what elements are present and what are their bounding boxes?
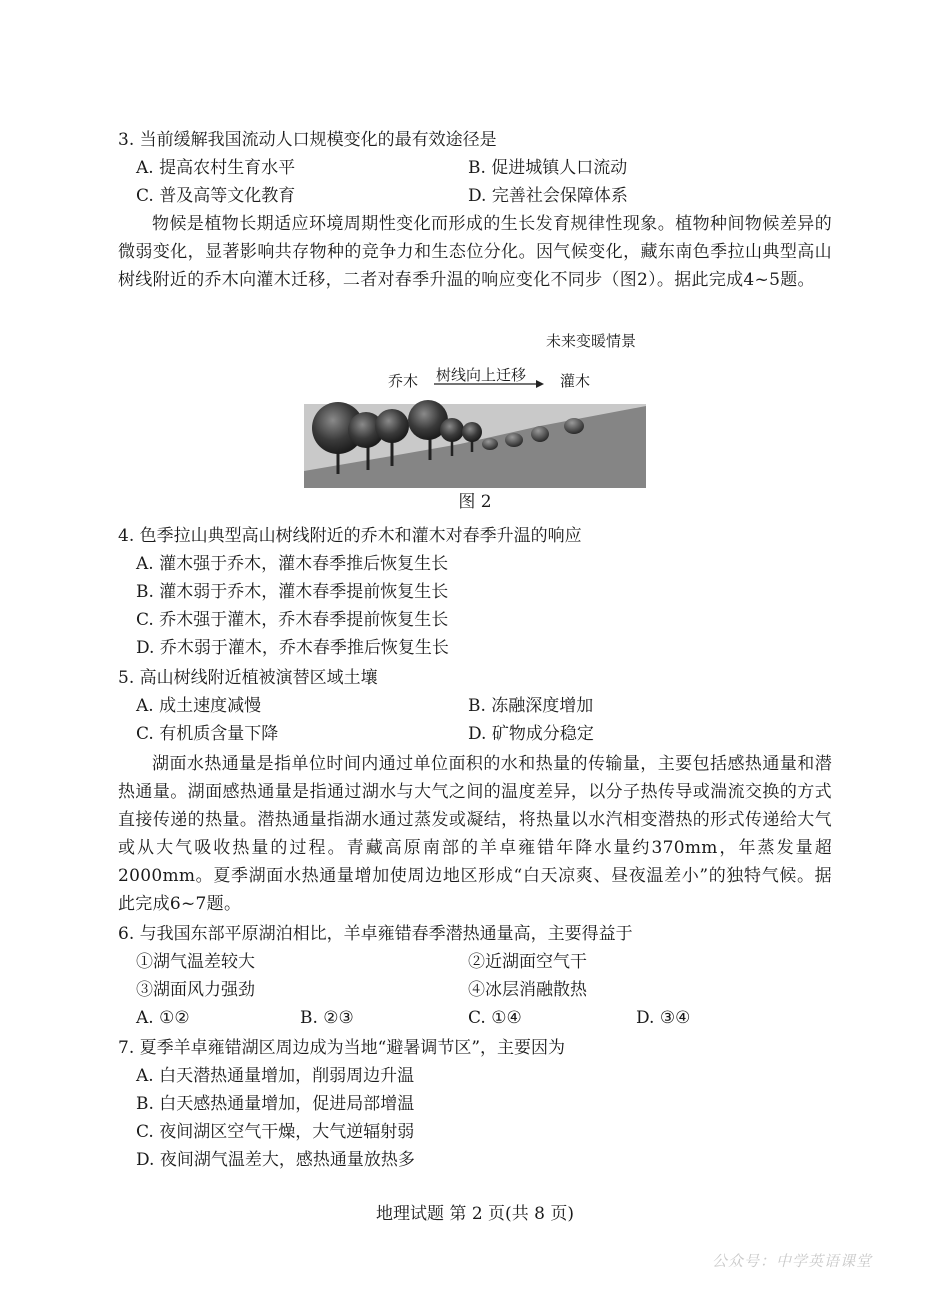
q5-option-a: A. 成土速度减慢	[136, 696, 262, 716]
q3-option-a: A. 提高农村生育水平	[136, 158, 296, 178]
q5-option-d: D. 矿物成分稳定	[468, 724, 594, 744]
q6-option-a: A. ①②	[136, 1008, 190, 1028]
q6-statement-4: ④冰层消融散热	[468, 980, 587, 1000]
q5-option-c: C. 有机质含量下降	[136, 724, 279, 744]
q3-option-d: D. 完善社会保障体系	[468, 186, 628, 206]
q4-stem: 4. 色季拉山典型高山树线附近的乔木和灌木对春季升温的响应	[118, 526, 582, 546]
q4-option-a: A. 灌木强于乔木，灌木春季推后恢复生长	[136, 554, 449, 574]
q6-option-d: D. ③④	[636, 1008, 691, 1028]
q3-option-c: C. 普及高等文化教育	[136, 186, 296, 206]
q3-option-b: B. 促进城镇人口流动	[468, 158, 628, 178]
figure-shrub-label: 灌木	[560, 372, 591, 390]
q6-option-c: C. ①④	[468, 1008, 522, 1028]
arrow-head-icon	[536, 380, 544, 388]
q5-option-b: B. 冻融深度增加	[468, 696, 594, 716]
treeline-illustration	[300, 326, 650, 491]
q7-option-c: C. 夜间湖区空气干燥，大气逆辐射弱	[136, 1122, 415, 1142]
q6-statement-2: ②近湖面空气干	[468, 952, 587, 972]
q3-stem: 3. 当前缓解我国流动人口规模变化的最有效途径是	[118, 130, 497, 150]
watermark: 公众号：中学英语课堂	[711, 1252, 872, 1270]
q4-option-b: B. 灌木弱于乔木，灌木春季提前恢复生长	[136, 582, 449, 602]
q6-statement-1: ①湖气温差较大	[136, 952, 255, 972]
q4-option-d: D. 乔木弱于灌木，乔木春季推后恢复生长	[136, 638, 449, 658]
q7-option-d: D. 夜间湖气温差大，感热通量放热多	[136, 1150, 415, 1170]
q6-stem: 6. 与我国东部平原湖泊相比，羊卓雍错春季潜热通量高，主要得益于	[118, 924, 633, 944]
figure-tree-label: 乔木	[388, 372, 419, 390]
q6-option-b: B. ②③	[300, 1008, 354, 1028]
q7-stem: 7. 夏季羊卓雍错湖区周边成为当地“避暑调节区”，主要因为	[118, 1038, 566, 1058]
page-footer: 地理试题 第 2 页(共 8 页)	[376, 1204, 574, 1224]
figure-arrow-label: 树线向上迁移	[436, 366, 527, 384]
q7-option-a: A. 白天潜热通量增加，削弱周边升温	[136, 1066, 415, 1086]
figure-caption: 图 2	[458, 492, 492, 512]
figure-scenario-label: 未来变暖情景	[546, 332, 637, 350]
q6-statement-3: ③湖面风力强劲	[136, 980, 255, 1000]
passage-phenology: 物候是植物长期适应环境周期性变化而形成的生长发育规律性现象。植物种间物候差异的微弱变化，显著影响共存物种的竞争力和生态位分化。因气候变化，藏东南色季拉山典型高山树线附近的乔木向灌木迁移，二者对春季升温的响应变化不同步（图2）。据此完成4~5题。	[118, 214, 832, 290]
q7-option-b: B. 白天感热通量增加，促进局部增温	[136, 1094, 415, 1114]
q4-option-c: C. 乔木强于灌木，乔木春季提前恢复生长	[136, 610, 449, 630]
figure-2	[300, 326, 650, 516]
q5-stem: 5. 高山树线附近植被演替区域土壤	[118, 668, 378, 688]
passage-lake-flux: 湖面水热通量是指单位时间内通过单位面积的水和热量的传输量，主要包括感热通量和潜热通量。湖面感热通量是指通过湖水与大气之间的温度差异，以分子热传导或湍流交换的方式直接传递的热量。潜热通量指湖水通过蒸发或凝结，将热量以水汽相变潜热的形式传递给大气或从大气吸收热量的过程。青藏高原南部的羊卓雍错年降水量约370mm，年蒸发量超2000mm。夏季湖面水热通量增加使周边地区形成“白天凉爽、昼夜温差小”的独特气候。据此完成6~7题。	[118, 754, 832, 914]
